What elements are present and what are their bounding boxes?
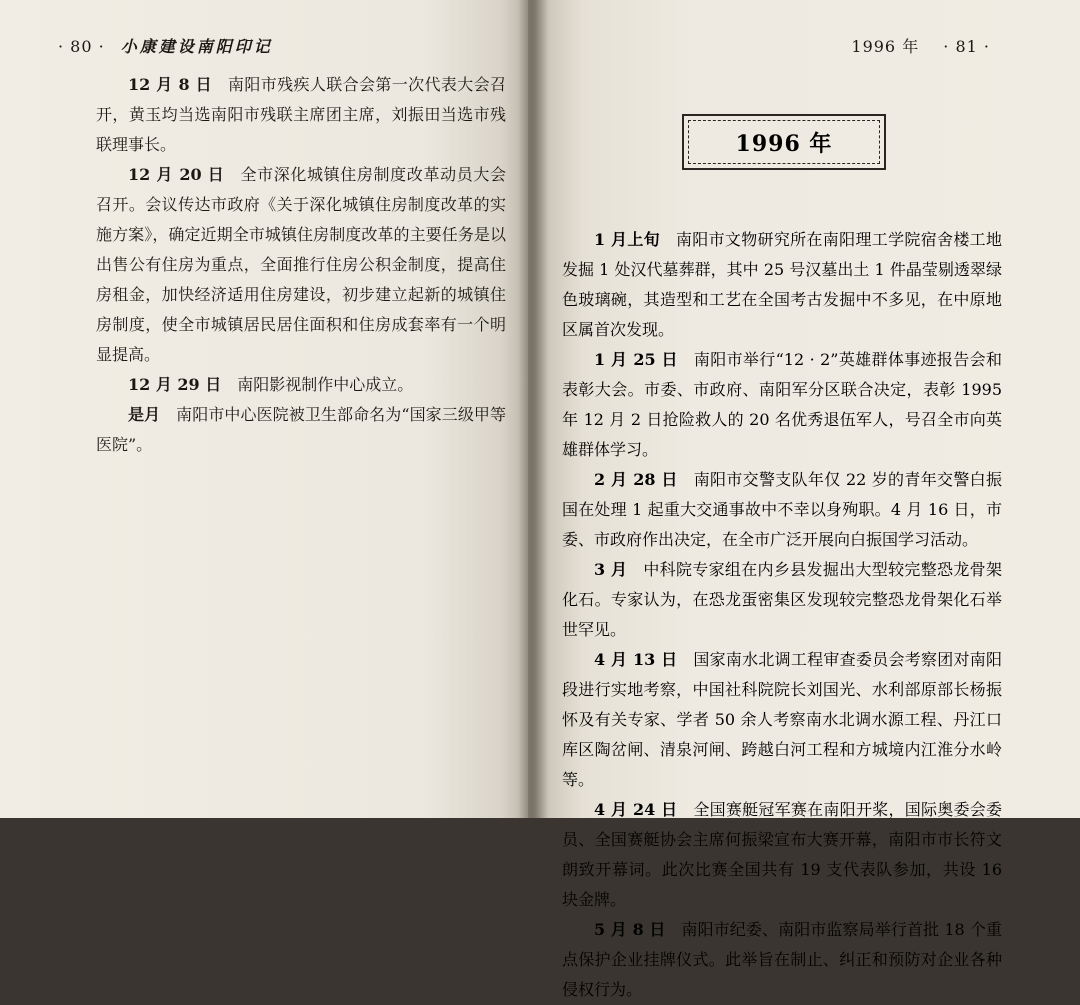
chronicle-entry [562, 345, 1002, 465]
entry-date: 4 月 24 日 [594, 800, 678, 819]
entry-text: 南阳市文物研究所在南阳理工学院宿舍楼工地发掘 1 处汉代墓葬群，其中 25 号汉墓出土 1 件晶莹剔透翠绿色玻璃碗，其造型和工艺在全国考古发掘中不多见，在中原地区属首次发现。 [562, 230, 1002, 339]
page-number-left: · 80 · [58, 37, 105, 56]
entry-text: 南阳市中心医院被卫生部命名为“国家三级甲等医院”。 [96, 405, 506, 454]
chronicle-entry [96, 400, 506, 460]
entry-date: 3 月 [594, 560, 628, 579]
left-body-text [96, 70, 506, 460]
entry-text: 南阳市残疾人联合会第一次代表大会召开，黄玉均当选南阳市残联主席团主席，刘振田当选市残联理事长。 [96, 75, 506, 154]
chronicle-entry [96, 70, 506, 160]
entry-date: 12 月 20 日 [128, 165, 225, 184]
entry-text: 南阳市举行“12 · 2”英雄群体事迹报告会和表彰大会。市委、市政府、南阳军分区联合决定，表彰 1995 年 12 月 2 日抢险救人的 20 名优秀退伍军人，号召全市向英雄群体学习。 [562, 350, 1002, 459]
chronicle-entry [96, 370, 506, 400]
header-year: 1996 年 [851, 37, 920, 56]
entry-text: 南阳市交警支队年仅 22 岁的青年交警白振国在处理 1 起重大交通事故中不幸以身殉职。4 月 16 日，市委、市政府作出决定，在全市广泛开展向白振国学习活动。 [562, 470, 1002, 549]
left-running-head [58, 34, 273, 57]
right-body-text [562, 225, 1002, 1005]
year-heading: 1996 年 [735, 130, 833, 157]
chronicle-entry [562, 225, 1002, 345]
entry-text: 国家南水北调工程审查委员会考察团对南阳段进行实地考察，中国社科院院长刘国光、水利部原部长杨振怀及有关专家、学者 50 余人考察南水北调水源工程、丹江口库区陶岔闸、清泉河闸、跨越白河工程和方城境内江淮分水岭等。 [562, 650, 1002, 789]
entry-date: 12 月 8 日 [128, 75, 212, 94]
year-heading-box [682, 114, 886, 170]
entry-text: 全市深化城镇住房制度改革动员大会召开。会议传达市政府《关于深化城镇住房制度改革的实施方案》，确定近期全市城镇住房制度改革的主要任务是以出售公有住房为重点，全面推行住房公积金制度，提高住房租金，加快经济适用住房建设，初步建立起新的城镇住房制度，使全市城镇居民居住面积和住房成套率有一个明显提高。 [96, 165, 506, 364]
left-page [0, 0, 528, 818]
entry-text: 全国赛艇冠军赛在南阳开桨，国际奥委会委员、全国赛艇协会主席何振梁宣布大赛开幕，南阳市市长符文朗致开幕词。此次比赛全国共有 19 支代表队参加，共设 16 块金牌。 [562, 800, 1002, 909]
right-running-head [851, 34, 990, 57]
chronicle-entry [562, 795, 1002, 915]
entry-text: 中科院专家组在内乡县发掘出大型较完整恐龙骨架化石。专家认为，在恐龙蛋密集区发现较完整恐龙骨架化石举世罕见。 [562, 560, 1002, 639]
chronicle-entry [562, 555, 1002, 645]
entry-date: 是月 [128, 405, 161, 424]
chronicle-entry [562, 465, 1002, 555]
chronicle-entry [562, 915, 1002, 1005]
entry-text: 南阳影视制作中心成立。 [237, 375, 414, 394]
page-number-right: · 81 · [943, 37, 990, 56]
entry-date: 4 月 13 日 [594, 650, 678, 669]
chronicle-entry [562, 645, 1002, 795]
book-title: 小康建设南阳印记 [120, 37, 273, 56]
chronicle-entry [96, 160, 506, 370]
entry-date: 1 月 25 日 [594, 350, 678, 369]
entry-date: 5 月 8 日 [594, 920, 666, 939]
entry-date: 1 月上旬 [594, 230, 660, 249]
entry-date: 12 月 29 日 [128, 375, 222, 394]
entry-text: 南阳市纪委、南阳市监察局举行首批 18 个重点保护企业挂牌仪式。此举旨在制止、纠正和预防对企业各种侵权行为。 [562, 920, 1002, 999]
entry-date: 2 月 28 日 [594, 470, 678, 489]
